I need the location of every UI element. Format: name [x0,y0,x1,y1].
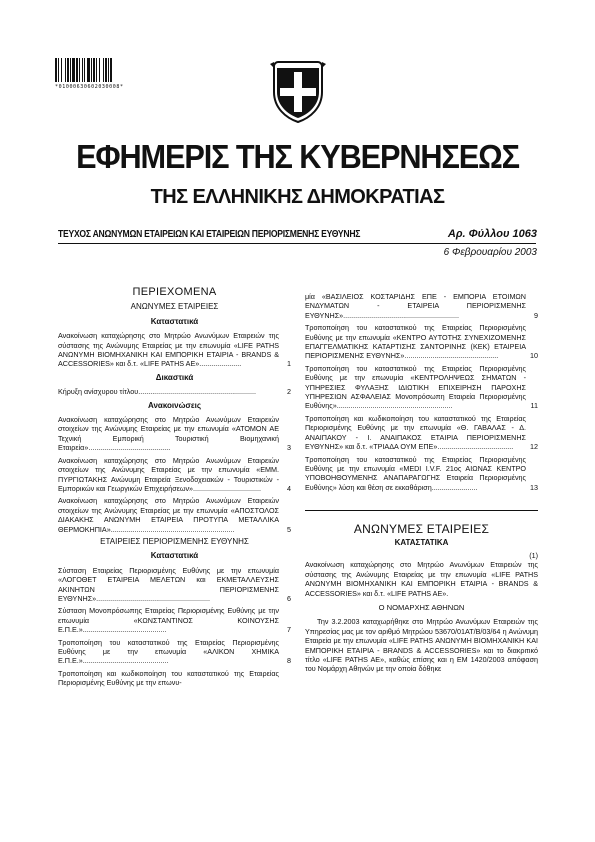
toc-item[interactable] [58,496,291,534]
barcode [55,58,139,82]
toc-item-text: Τροποποίηση του καταστατικού της Εταιρείας Περιορισμένης Ευθύνης με την επωνυμία «MEDI I.V.F. 21ος ΑΙΩΝΑΣ ΚΕΝΤΡΟ ΥΠΟΒΟΗΘΟΥΜΕΝΗΣ ΑΝΑΠΑΡΑΓΩΓΗΣ Εταιρεία Περιορισμένης Ευθύνης» λύση και θέση σε εκκαθάριση....................... [305,454,526,492]
toc-item[interactable] [58,387,291,396]
toc-heading: ΠΕΡΙΕΧΟΜΕΝΑ [132,286,217,298]
toc-item-text: Σύσταση Μονοπρόσωπης Εταιρείας Περιορισμένης Ευθύνης με την επωνυμία «ΚΩΝΣΤΑΝΤΙΝΟΣ ΚΟΙΝΟΥΣΗΣ Ε.Π.Ε.».......................................... [58,606,279,635]
toc-left-column [58,288,291,691]
toc-item[interactable] [58,331,291,369]
toc-item[interactable] [305,364,538,411]
body-heading: ΑΝΩΝΥΜΕΣ ΕΤΑΙΡΕΙΕΣ [353,522,490,537]
toc-item-page: 3 [287,443,291,453]
toc-subsection: Ανακοινώσεις [147,400,201,410]
toc-item-page: 4 [287,483,291,493]
article-text: Την 3.2.2003 καταχωρήθηκε στο Μητρώο Ανωνύμων Εταιρειών της Υπηρεσίας μας με τον αριθμό Μητρώου 53670/01ΑΤ/Β/03/64 η Ανώνυμη Εταιρεία με την επωνυμία «LIFE PATHS ΑΝΩΝΥΜΗ ΒΙΟΜΗΧΑΝΙΚΗ ΚΑΙ ΕΜΠΟΡΙΚΗ ΕΤΑΙΡΙΑ - BRANDS & ACCESSORIES» και το διακριτικό τίτλο «LIFE PATHS AE», καθώς επίσης και η ΕΜ 1420/2003 απόφαση του Νομάρχη Αθηνών με την οποία δόθηκε [305,617,538,674]
toc-item[interactable] [305,292,538,320]
toc-item[interactable] [58,415,291,453]
toc-item[interactable] [305,414,538,452]
toc-item-page: 9 [534,310,538,320]
toc-item[interactable] [58,456,291,494]
toc-subsection: Καταστατικά [150,316,199,326]
sheet-number: Αρ. Φύλλου 1063 [447,228,537,240]
toc-item[interactable] [58,566,291,604]
toc-item-page: 8 [287,656,291,666]
greek-coat-of-arms-icon [268,58,328,124]
toc-item-page: 2 [287,387,291,397]
toc-item-page: 11 [530,401,538,411]
toc-item-text: Κήρυξη ανίσχυρου τίτλου........................................................... [58,387,257,397]
barcode-bar [112,58,113,82]
section-divider [305,510,538,511]
issue-date: 6 Φεβρουαρίου 2003 [443,247,537,258]
gazette-title: ΕΦΗΜΕΡΙΣ ΤΗΣ ΚΥΒΕΡΝΗΣΕΩΣ [76,138,519,175]
toc-item-text: Τροποποίηση του καταστατικού της Εταιρείας Περιορισμένης Ευθύνης με την επωνυμία «ΚΕΝΤΡΟΛΗΨΕΩΣ ΣΗΜΑΤΩΝ - ΥΠΗΡΕΣΙΕΣ ΦΥΛΑΞΗΣ ΙΔΙΩΤΙΚΗ ΕΠΙΧΕΙΡΗΣΗ ΠΑΡΟΧΗΣ ΥΠΗΡΕΣΙΩΝ ΑΣΦΑΛΕΙΑΣ Μονοπρόσωπη Εταιρεία Περιορισμένης Ευθύνης».......................................................... [305,363,526,411]
toc-item[interactable] [58,606,291,634]
toc-item-text: Τροποποίηση του καταστατικού της Εταιρείας Περιορισμένης Ευθύνης με την επωνυμία «ΑΛΙΚΟΝ ΧΗΜΙΚΑ Ε.Π.Ε.»........................................... [58,637,279,666]
toc-item-page: 1 [287,359,291,369]
article-number: (1) [529,550,538,560]
toc-item-page: 7 [287,625,291,635]
barcode-number: *01000630602030008* [55,84,124,90]
issue-type: ΤΕΥΧΟΣ ΑΝΩΝΥΜΩΝ ΕΤΑΙΡΕΙΩΝ ΚΑΙ ΕΤΑΙΡΕΙΩΝ ΠΕΡΙΟΡΙΣΜΕΝΗΣ ΕΥΘΥΝΗΣ [58,229,361,240]
gazette-subtitle: ΤΗΣ ΕΛΛΗΝΙΚΗΣ ΔΗΜΟΚΡΑΤΙΑΣ [150,186,445,208]
toc-item[interactable] [58,638,291,666]
toc-right-column [305,292,538,679]
toc-item-page: 12 [530,442,538,452]
toc-item-page: 10 [530,351,538,361]
toc-item-text: Ανακοίνωση καταχώρησης στο Μητρώο Ανωνύμων Εταιρειών στοιχείων της Ανώνυμης Εταιρείας με την επωνυμία «ΑΠΟΣΤΟΛΟΣ ΔΙΑΚΑΚΗΣ ΑΝΩΝΥΜΗ ΕΤΑΙΡΕΙΑ ΠΡΟΤΥΠΑ ΜΕΤΑΛΛΙΚΑ ΘΕΡΜΟΚΗΠΙΑ».............................................................. [58,496,279,534]
toc-item-text: Ανακοίνωση καταχώρησης στο Μητρώο Ανωνύμων Εταιρειών στοιχείων της Ανώνυμης Εταιρείας με την επωνυμία «ΕΜΜ. ΠΥΡΓΙΩΤΑΚΗΣ Ανώνυμη Εταιρεία Ξενοδοχειακών - Τουριστικών - Εμπορικών και Γεωργικών Επιχειρήσεων».................................. [58,455,279,493]
toc-item-text: Σύσταση Εταιρείας Περιορισμένης Ευθύνης με την επωνυμία «ΛΟΓΟΘΕΤ ΕΤΑΙΡΕΙΑ ΜΕΛΕΤΩΝ και ΕΚΜΕΤΑΛΛΕΥΣΗΣ ΑΚΙΝΗΤΩΝ ΠΕΡΙΟΡΙΣΜΕΝΗΣ ΕΥΘΥΝΗΣ»......................................................... [58,565,279,603]
toc-item-text: Τροποποίηση και κωδικοποίηση του καταστατικού της Εταιρείας Περιορισμένης Ευθύνης με την επωνυμία «Θ. ΓΑΒΑΛΑΣ - Δ. ΑΝΑΙΠΑΚΟΥ - Ι. ΑΝΑΙΠΑΚΟΣ ΕΤΑΙΡΙΑ ΠΕΡΙΟΡΙΣΜΕΝΗΣ ΕΥΘΥΝΗΣ» και δ.τ. «ΤΡΙΑΔΑ ΟΥΜ ΕΠΕ»...................................... [305,413,526,452]
toc-item-text: μία «ΒΑΣΙΛΕΙΟΣ ΚΟΣΤΑΡΙΔΗΣ ΕΠΕ - ΕΜΠΟΡΙΑ ΕΤΟΙΜΩΝ ΕΝΔΥΜΑΤΩΝ - ΕΤΑΙΡΕΙΑ ΠΕΡΙΟΡΙΣΜΕΝΗΣ ΕΥΘΥΝΗΣ».......................................................... [305,292,526,320]
toc-item-text: Ανακοίνωση καταχώρησης στο Μητρώο Ανωνύμων Εταιρειών της σύστασης της Ανώνυμης Εταιρείας με την επωνυμία «LIFE PATHS ΑΝΩΝΥΜΗ ΒΙΟΜΗΧΑΝΙΚΗ ΚΑΙ ΕΜΠΟΡΙΚΗ ΕΤΑΙΡΙΑ - BRANDS & ACCESSORIES» και δ.τ. «LIFE PATHS AE»..................... [58,331,279,369]
toc-item-page: 13 [530,482,538,492]
body-subheading: ΚΑΤΑΣΤΑΤΙΚΑ [394,537,449,547]
header-divider [58,243,536,244]
article-authority: Ο ΝΟΜΑΡΧΗΣ ΑΘΗΝΩΝ [378,602,465,612]
article-intro: Ανακοίνωση καταχώρησης στο Μητρώο Ανωνύμων Εταιρειών της σύστασης της Ανώνυμης Εταιρείας με την επωνυμία «LIFE PATHS ΑΝΩΝΥΜΗ ΒΙΟΜΗΧΑΝΙΚΗ ΚΑΙ ΕΜΠΟΡΙΚΗ ΕΤΑΙΡΙΑ - BRANDS & ACCESSORIES» και δ.τ. «LIFE PATHS AE». [305,560,538,598]
toc-item-page: 5 [287,524,291,534]
toc-item[interactable] [58,669,291,688]
toc-item-text: Τροποποίηση του καταστατικού της Εταιρείας Περιορισμένης Ευθύνης με την επωνυμία «ΚΕΝΤΡΟ ΑΥΤΟΤΗΣ ΣΥΝΕΧΙΖΟΜΕΝΗΣ ΕΠΑΓΓΕΛΜΑΤΙΚΗΣ ΚΑΤΑΡΤΙΣΗΣ ΣΑΝΤΟΡΙΝΗΣ (ΚΕΚ) ΕΤΑΙΡΕΙΑ ΠΕΡΙΟΡΙΣΜΕΝΗΣ ΕΥΘΥΝΗΣ»............................................... [305,323,526,361]
toc-item-text: Ανακοίνωση καταχώρησης στο Μητρώο Ανωνύμων Εταιρειών στοιχείων της Ανώνυμης Εταιρείας με την επωνυμία «ΑΤΟΜΟΝ ΑΕ Τεχνική Εμπορική Τουριστική Βιομηχανική Εταιρεία»......................................... [58,415,279,453]
toc-subsection: Δικαστικά [155,372,194,382]
toc-item[interactable] [305,455,538,493]
toc-item[interactable] [305,323,538,361]
toc-section-sa: ΑΝΩΝΥΜΕΣ ΕΤΑΙΡΕΙΕΣ [130,302,219,312]
toc-item-page: 6 [287,593,291,603]
toc-section-epe: ΕΤΑΙΡΕΙΕΣ ΠΕΡΙΟΡΙΣΜΕΝΗΣ ΕΥΘΥΝΗΣ [100,536,249,546]
toc-item-text: Τροποποίηση και κωδικοποίηση του καταστατικού της Εταιρείας Περιορισμένης Ευθύνης με την επωνυ- [58,668,279,688]
toc-subsection: Καταστατικά [150,551,199,561]
